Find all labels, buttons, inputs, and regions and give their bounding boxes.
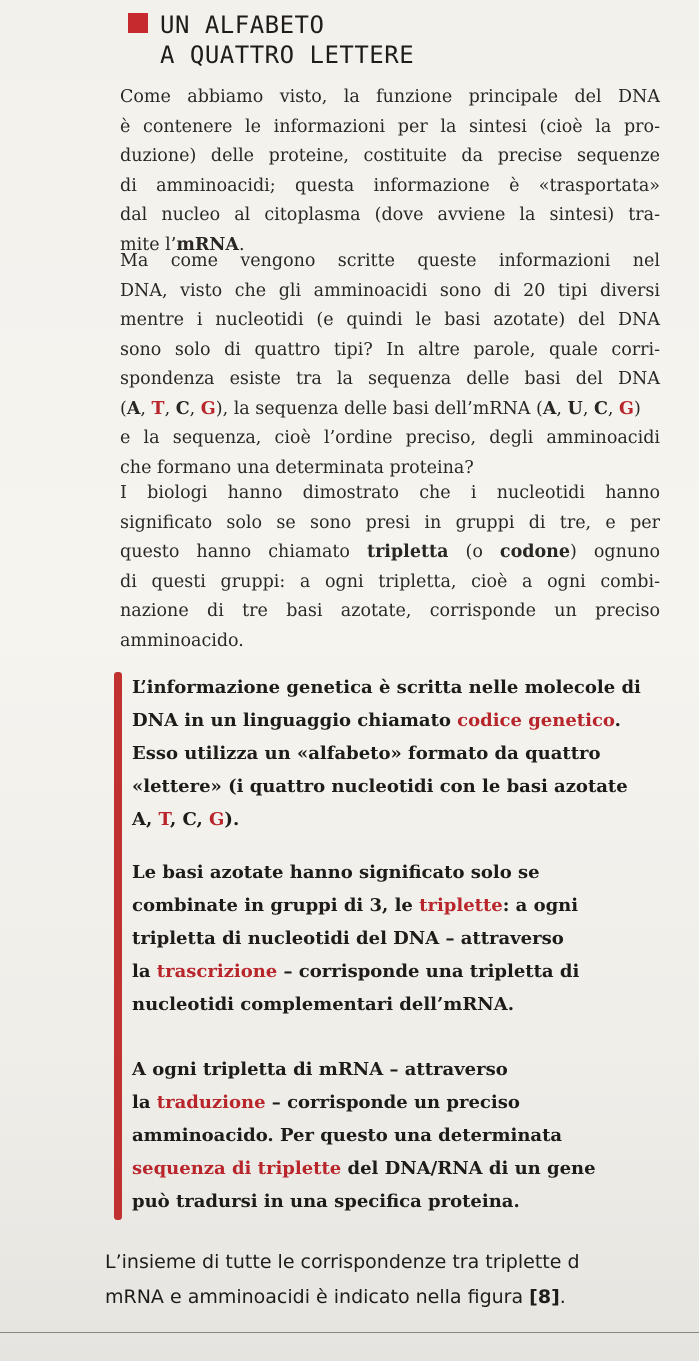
text-run: ( xyxy=(120,398,127,419)
text-run: – corrisponde una tripletta di xyxy=(277,961,580,982)
heading-line-1: UN ALFABETO xyxy=(160,11,325,39)
base-g: G xyxy=(209,809,225,830)
text-run: la xyxy=(132,1092,157,1113)
text-run: ). xyxy=(224,809,240,830)
base-a: A xyxy=(132,809,146,830)
text-run: . xyxy=(614,710,621,731)
text-run: mite l’ xyxy=(120,234,177,255)
base-t: T xyxy=(151,398,165,419)
text-run: la xyxy=(132,961,157,982)
callout-line: Le basi azotate hanno significato solo se xyxy=(132,862,540,883)
paragraph-line: dal nucleo al citoplasma (dove avviene la sintesi) tra- xyxy=(120,205,660,225)
base-c: C xyxy=(182,809,197,830)
base-t: T xyxy=(158,809,170,830)
base-a: A xyxy=(542,398,557,419)
term-tripletta: tripletta xyxy=(366,542,449,562)
paragraph-line: mentre i nucleotidi (e quindi le basi azotate) del DNA xyxy=(120,310,660,330)
paragraph-line: I biologi hanno dimostrato che i nucleotidi hanno xyxy=(120,483,660,503)
text-run: . xyxy=(238,234,245,255)
callout-line: può tradursi in una specifica proteina. xyxy=(132,1191,520,1212)
base-g: G xyxy=(200,398,216,419)
text-run: questo hanno chiamato xyxy=(120,542,367,562)
paragraph-line: DNA, visto che gli amminoacidi sono di 20 tipi diversi xyxy=(120,280,660,301)
paragraph-line: Come abbiamo visto, la funzione principale del DNA xyxy=(120,87,660,107)
paragraph-line: duzione) delle proteine, costituite da precise sequenze xyxy=(120,146,660,166)
paragraph-line: è contenere le informazioni per la sintesi (cioè la pro- xyxy=(120,116,660,137)
paragraph-1 xyxy=(120,83,660,260)
callout-line xyxy=(132,955,672,988)
base-a: A xyxy=(126,398,141,419)
callout-line: A ogni tripletta di mRNA – attraverso xyxy=(132,1059,508,1080)
paragraph-line: Ma come vengono scritte queste informazioni nel xyxy=(120,251,660,271)
paragraph-2 xyxy=(120,247,660,483)
callout-line: «lettere» (i quattro nucleotidi con le basi azotate xyxy=(132,776,628,797)
paragraph-line: spondenza esiste tra la sequenza delle basi del DNA xyxy=(120,369,660,389)
closing-paragraph xyxy=(105,1245,699,1315)
callout-line: L’informazione genetica è scritta nelle molecole di xyxy=(132,677,641,698)
text-run: mRNA e amminoacidi è indicato nella figura xyxy=(105,1286,530,1308)
text-run: ), la sequenza delle basi dell’mRNA ( xyxy=(215,398,543,419)
text-run: : a ogni xyxy=(502,895,579,916)
base-c: C xyxy=(593,398,608,419)
term-trascrizione: trascrizione xyxy=(156,961,278,982)
base-c: C xyxy=(175,398,190,419)
text-run: ) xyxy=(633,398,641,419)
paragraph-line: nazione di tre basi azotate, corrisponde un preciso xyxy=(120,601,660,621)
paragraph-line: di questi gruppi: a ogni tripletta, cioè a ogni combi- xyxy=(120,571,660,592)
text-run: del DNA/RNA di un gene xyxy=(341,1158,596,1179)
paragraph-3 xyxy=(120,479,660,656)
heading-line-2: A QUATTRO LETTERE xyxy=(160,41,415,69)
text-run: . xyxy=(559,1286,566,1308)
term-traduzione: traduzione xyxy=(156,1092,266,1113)
text-run: combinate in gruppi di 3, le xyxy=(132,895,420,916)
callout-red-bar xyxy=(114,672,122,1220)
term-triplette: triplette xyxy=(419,895,503,916)
callout-line xyxy=(132,889,672,922)
callout-line xyxy=(132,1152,672,1185)
callout-block-1 xyxy=(132,671,672,836)
callout-block-2 xyxy=(132,856,672,1021)
callout-line-bases: A, T, C, G). xyxy=(132,809,240,830)
paragraph-line: che formano una determinata proteina? xyxy=(120,457,474,478)
closing-line xyxy=(105,1280,699,1315)
figure-reference-link[interactable]: [8] xyxy=(529,1286,560,1308)
callout-line: amminoacido. Per questo una determinata xyxy=(132,1125,563,1146)
callout-line xyxy=(132,1086,672,1119)
section-heading xyxy=(160,10,414,70)
text-run: DNA in un linguaggio chiamato xyxy=(132,710,458,731)
term-codone: codone xyxy=(499,542,571,562)
text-run: ) ognuno xyxy=(570,542,660,562)
paragraph-line xyxy=(120,538,660,568)
callout-line: tripletta di nucleotidi del DNA – attraverso xyxy=(132,928,564,949)
paragraph-line: e la sequenza, cioè l’ordine preciso, degli amminoacidi xyxy=(120,428,660,448)
callout-line: Esso utilizza un «alfabeto» formato da quattro xyxy=(132,743,601,764)
paragraph-line: significato solo se sono presi in gruppi di tre, e per xyxy=(120,512,660,533)
term-codice-genetico: codice genetico xyxy=(457,710,615,731)
base-g: G xyxy=(619,398,634,419)
paragraph-line-bases: (A, T, C, G), la sequenza delle basi dell’mRNA (A, U, C, G) xyxy=(120,398,641,419)
section-marker-square xyxy=(128,13,148,33)
callout-line: nucleotidi complementari dell’mRNA. xyxy=(132,994,514,1015)
callout-block-3 xyxy=(132,1053,672,1218)
bottom-divider xyxy=(0,1332,699,1333)
text-run: (o xyxy=(448,542,500,562)
text-run: – corrisponde un preciso xyxy=(265,1092,520,1113)
callout-line xyxy=(132,704,672,737)
term-sequenza-di-triplette: sequenza di triplette xyxy=(132,1158,342,1179)
paragraph-line: di amminoacidi; questa informazione è «trasportata» xyxy=(120,175,660,196)
paragraph-line: amminoacido. xyxy=(120,630,244,651)
closing-line: L’insieme di tutte le corrispondenze tra triplette d xyxy=(105,1251,580,1273)
base-u: U xyxy=(567,398,583,419)
term-mrna: mRNA xyxy=(176,234,239,255)
paragraph-line: sono solo di quattro tipi? In altre parole, quale corri- xyxy=(120,339,660,360)
